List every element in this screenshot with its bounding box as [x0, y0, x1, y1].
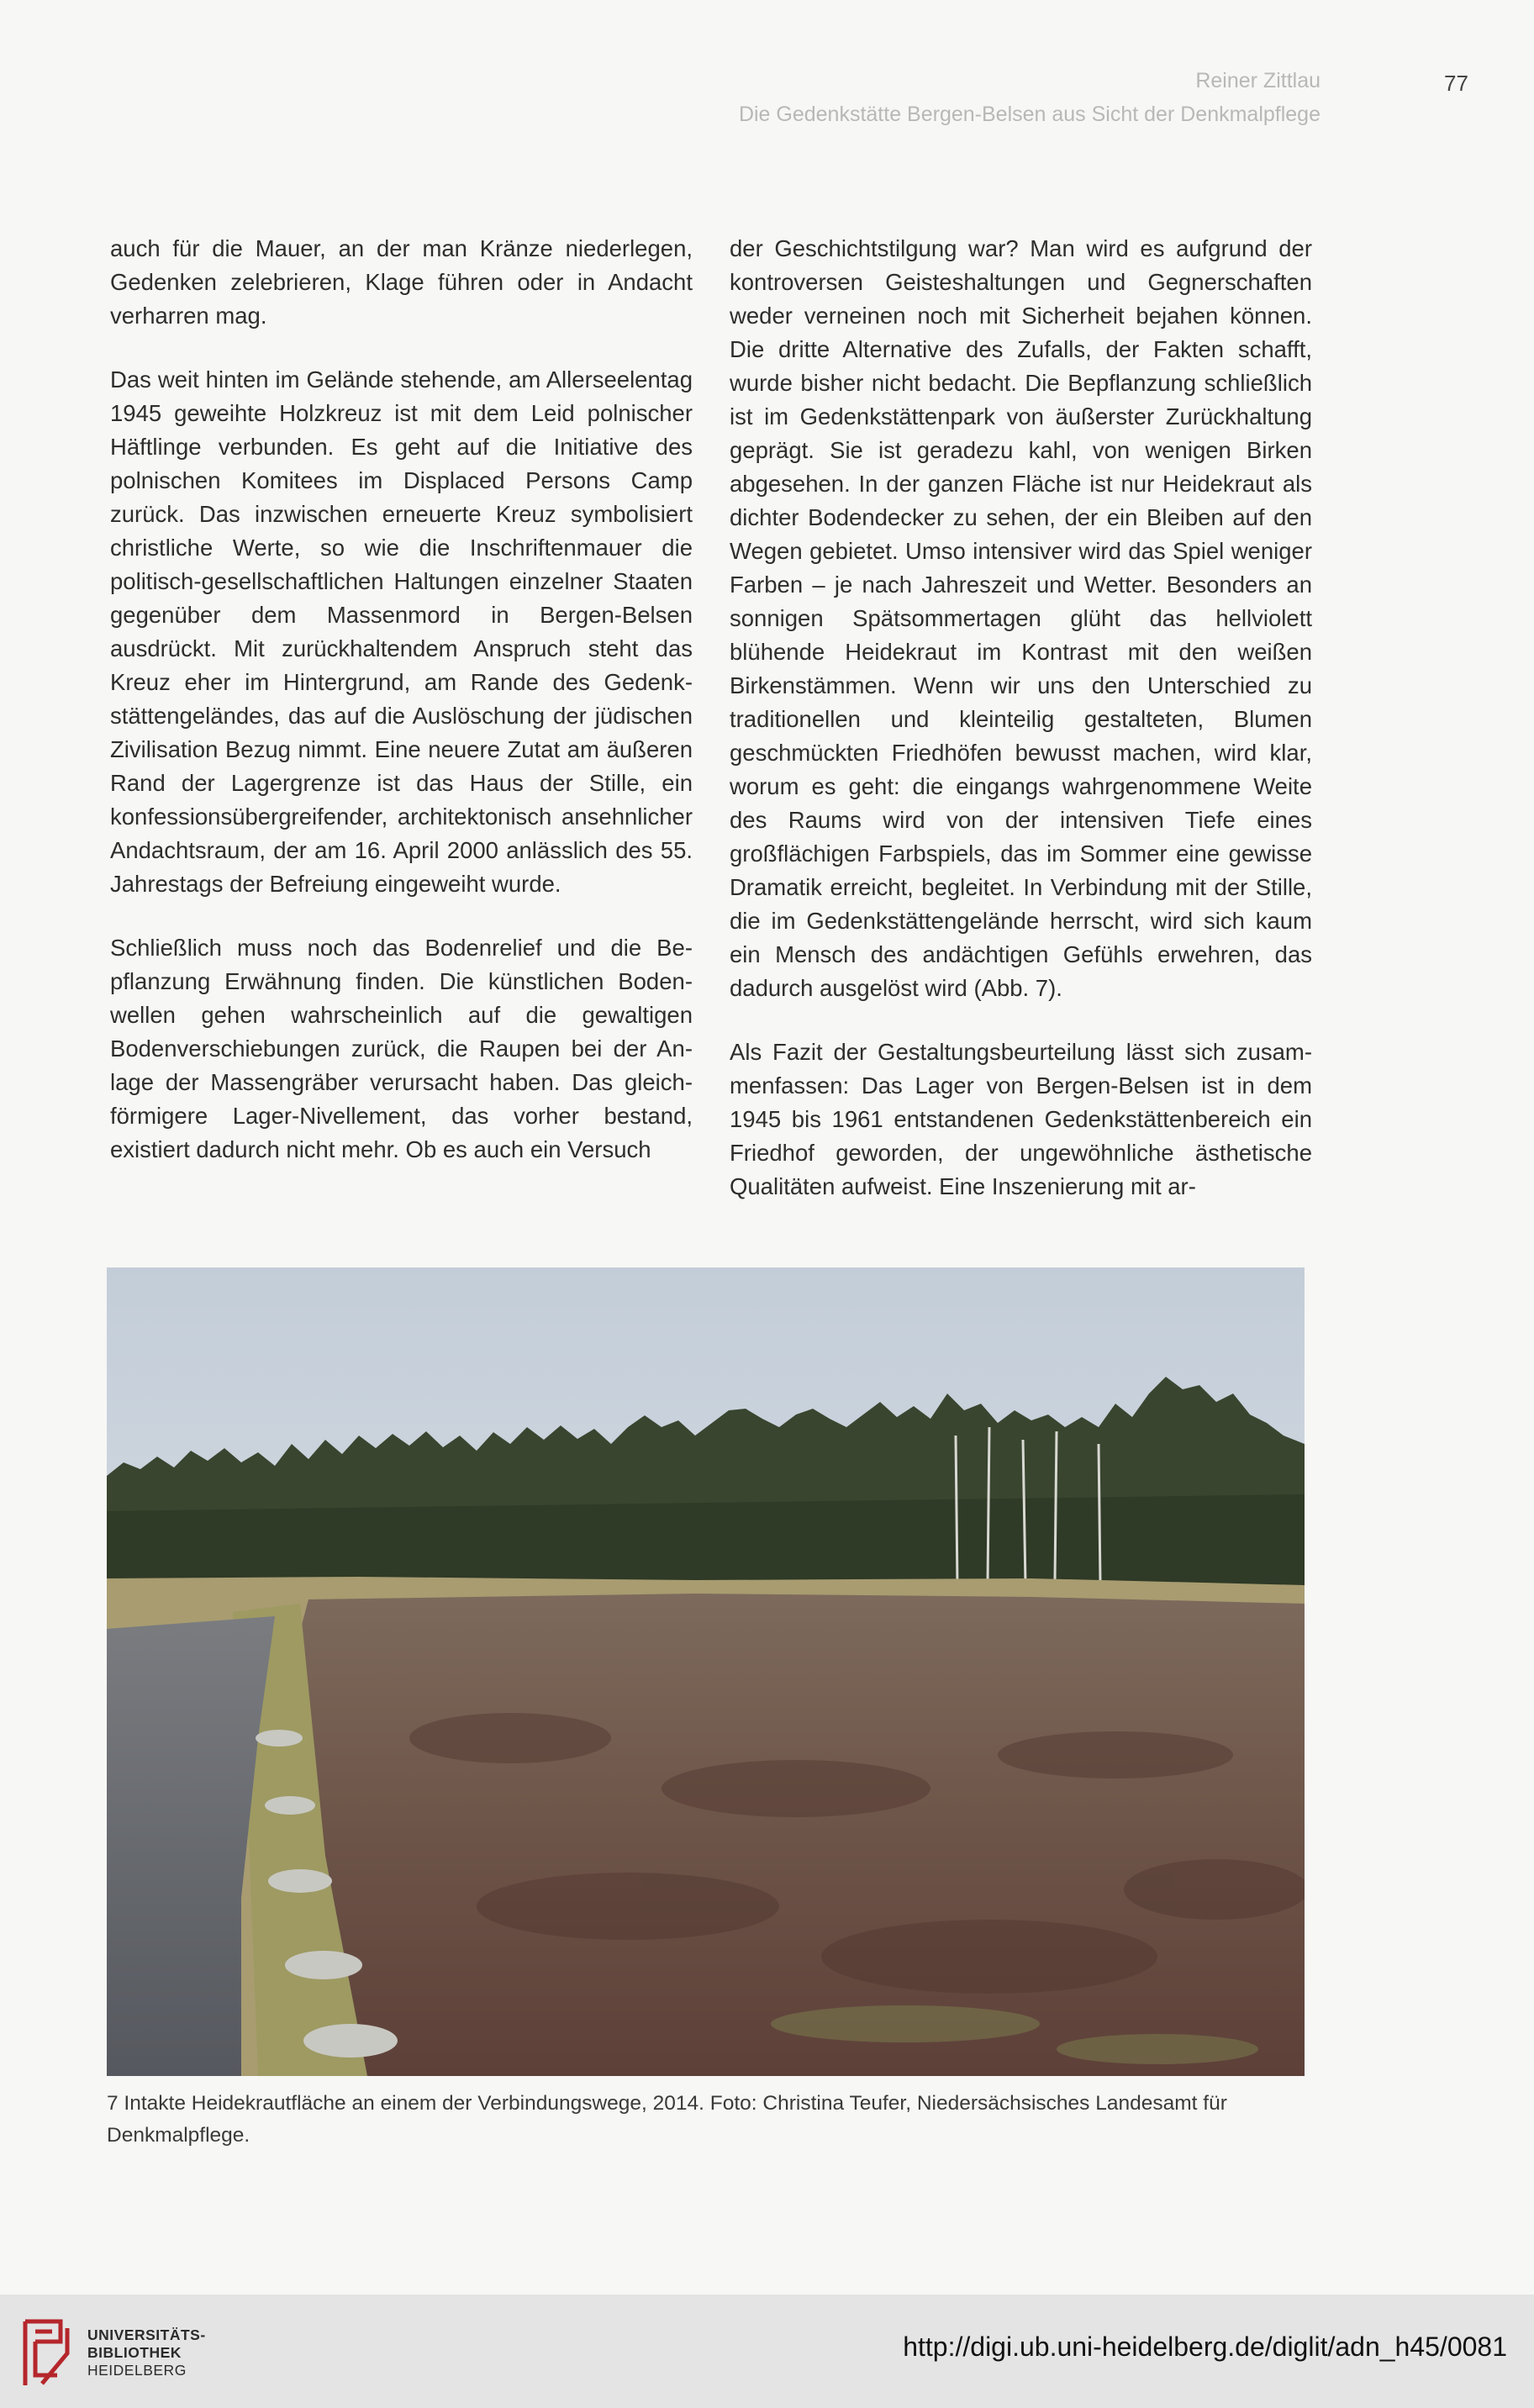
- ub-heidelberg-logo-text: [87, 2326, 206, 2379]
- page-number: 77: [1444, 71, 1468, 96]
- running-header-author: Reiner Zittlau: [1195, 69, 1321, 92]
- paragraph: auch für die Mauer, an der man Kränze niederlegen, Gedenken zelebrieren, Klage führen oder in Andacht verharren mag.: [110, 235, 693, 329]
- figure-caption: 7 Intakte Heidekrautfläche an einem der Verbindungswege, 2014. Foto: Christina Teufer, Niedersächsisches Landesamt für Denkmalpflege.: [107, 2092, 1227, 2147]
- right-text-column: [730, 232, 1312, 1204]
- logo-line: UNIVERSITÄTS-: [87, 2326, 206, 2343]
- paragraph: der Geschichtstilgung war? Man wird es aufgrund der kontroversen Geisteshaltungen und Gegnerschaften weder verneinen noch mit Sicherheit bejahen können. Die dritte Alternative des Zufalls, der Fakten schafft, wurde bisher nicht bedacht. Die Bepflanzung schließlich ist im Gedenkstättenpark von äußerster Zurückhaltung geprägt. Sie ist geradezu kahl, von wenigen Birken abgesehen. In der ganzen Fläche ist nur Heidekraut als dichter Bodendecker zu sehen, der ein Bleiben auf den Wegen gebietet. Umso intensiver wird das Spiel weniger Farben – je nach Jahreszeit und Wetter. Besonders an sonnigen Spätsommertagen glüht das hellviolett blühende Heidekraut im Kontrast mit den weißen Birkenstämmen. Wenn wir uns den Unterschied zu traditionellen und kleinteilig gestalteten, Blumen geschmückten Friedhöfen bewusst machen, wird klar, worum es geht: die eingangs wahrgenommene Weite des Raums wird von der intensiven Tiefe eines großflächigen Farbspiels, das im Sommer eine gewisse Dramatik erreicht, begleitet. In Verbindung mit der Stille, die im Gedenkstättengelände herrscht, wird sich kaum ein Mensch des andächtigen Gefühls erwehren, das dadurch ausgelöst wird (Abb. 7).: [730, 235, 1312, 1001]
- logo-line: BIBLIOTHEK: [87, 2344, 182, 2361]
- paragraph: Das weit hinten im Gelände stehende, am Allerseelentag 1945 geweihte Holzkreuz ist mit dem Leid polnischer Häftlinge verbunden. Es geht auf die Initiative des polnischen Komitees im Displaced Persons Camp zurück. Das inzwischen erneuerte Kreuz symbolisiert christliche Werte, so wie die Inschriftenmauer die politisch-gesellschaftlichen Haltungen einzelner Staaten gegenüber dem Massenmord in Bergen-Belsen ausdrückt. Mit zurückhaltendem Anspruch steht das Kreuz eher im Hintergrund, am Rande des Gedenkstättengeländes, das auf die Auslöschung der jüdischen Zivilisation Bezug nimmt. Eine neuere Zutat am äußeren Rand der Lagergrenze ist das Haus der Stille, ein konfessionsübergreifender, architektonisch ansehnlicher Andachtsraum, der am 16. April 2000 anlässlich des 55. Jahrestags der Befreiung eingeweiht wurde.: [110, 366, 693, 897]
- source-url-link[interactable]: http://digi.ub.uni-heidelberg.de/diglit/adn_h45/0081: [903, 2332, 1507, 2362]
- logo-line: HEIDELBERG: [87, 2362, 187, 2379]
- left-text-column: [110, 232, 693, 1167]
- running-header-title: Die Gedenkstätte Bergen-Belsen aus Sicht der Denkmalpflege: [738, 103, 1321, 126]
- paragraph: Als Fazit der Gestaltungsbeurteilung lässt sich zusammenfassen: Das Lager von Bergen-Belsen ist in dem 1945 bis 1961 entstandenen Gedenkstättenbereich ein Friedhof geworden, der ungewöhnliche ästhetische Qualitäten aufweist. Eine Inszenierung mit ar-: [730, 1039, 1312, 1199]
- library-footer: [0, 2295, 1534, 2408]
- ub-heidelberg-logo-icon: [17, 2313, 79, 2390]
- heathland-photo: [107, 1267, 1305, 2076]
- paragraph: Schließlich muss noch das Bodenrelief und die Bepflanzung Erwähnung finden. Die künstlichen Bodenwellen gehen wahrscheinlich auf die gewaltigen Bodenverschiebungen zurück, die Raupen bei der Anlage der Massengräber verursacht haben. Das gleichförmigere Lager-Nivellement, das vorher bestand, existiert dadurch nicht mehr. Ob es auch ein Versuch: [110, 935, 693, 1162]
